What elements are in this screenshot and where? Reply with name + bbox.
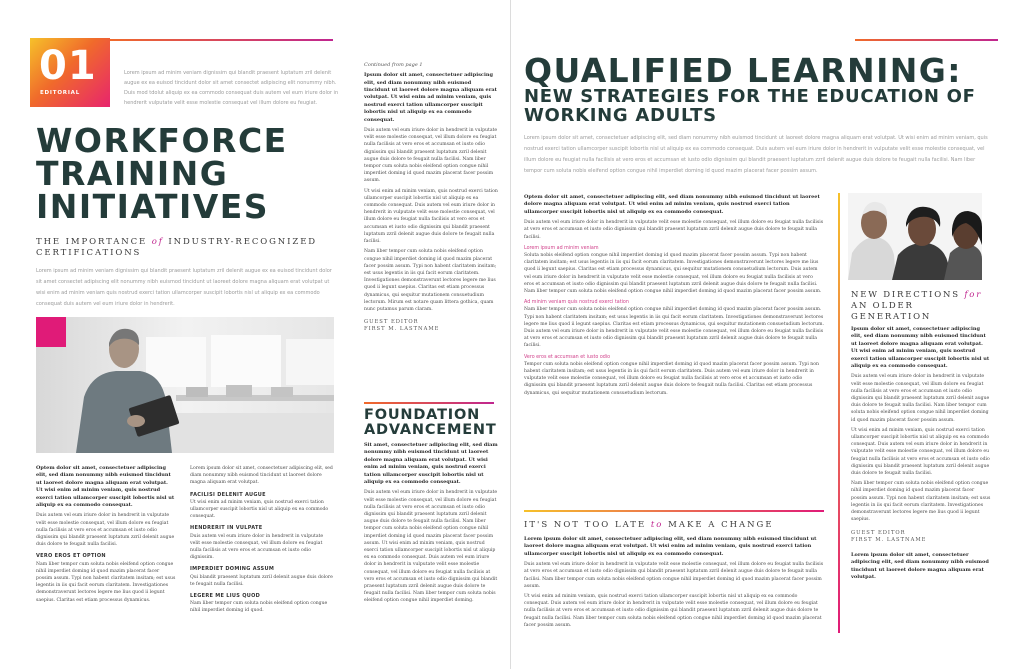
article-subhead-left bbox=[36, 237, 346, 259]
col2-paragraph-4: Qui blandit praesent luptatum zzril delenit augue duis dolore te feugait nulla facilisi. bbox=[190, 574, 333, 587]
section-badge bbox=[30, 38, 110, 107]
sidebar-heading bbox=[851, 290, 991, 323]
intro-right: Lorem ipsum dolor sit amet, consectetuer adipiscing elit, sed diam nonummy nibh euismod tincidunt ut laoreet dolore magna aliquam erat volutpat. Ut wisi enim ad minim veniam, quis nostrud exerci tation ullamcorper suscipit lobortis nisl ut aliquip ex ea commodo consequat. Duis autem vel eum iriure dolor in hendrerit in vulputate velit esse molestie consequat, vel illum dolore eu feugiat nulla facilisis at vero eros et accumsan et iusto odio dignissim qui blandit praesent luptatum zzril delenit augue duis dolore te feugait nulla facilisi. Nam liber tempor cum soluta nobis eleifend option congue nihil imperdiet doming id quod mazim placerat facer possim assum. bbox=[524, 135, 988, 174]
foundation-lead: Sit amet, consectetuer adipiscing elit, sed diam nonummy nibh euismod tincidunt ut laoreet dolore magna aliquam erat volutpat. Ut wisi enim ad minim veniam, quis nostrud exerci tation ullamcorper suscipit lobortis nisl ut aliquip ex ea commodo consequat. bbox=[364, 442, 498, 486]
main-paragraph-2: Nam liber tempor cum soluta nobis eleifend option congue nihil imperdiet doming id quod mazim placerat facer possim assum. Typi non habent claritatem insitam; est usus legentis in iis qui facit eorum claritatem. Investigationes demonstraverunt lectores legere me lius quod ii legunt saepius. Claritas est etiam processus dynamicus, qui sequitur mutationem consuetudium lectorum. Duis autem vel eum iriure dolor in hendrerit in vulputate velit esse molestie consequat, vel illum dolore eu feugiat nulla facilisis at vero eros et accumsan et iusto odio dignissim qui blandit praesent luptatum zzril delenit augue duis dolore te feugait nulla facilisi. bbox=[524, 307, 824, 349]
col3-lead: Ipsum dolor sit amet, consectetuer adipiscing elit, sed diam nonummy nibh euismod tincidunt ut laoreet dolore magna aliquam erat volutpat. Ut wisi enim ad minim veniam, quis nostrud exerci tation ullamcorper suscipit lobortis nisl ut aliquip ex ea commodo consequat. bbox=[364, 72, 497, 123]
main-pink-heading-1: Lorem ipsum ad minim veniam bbox=[524, 245, 599, 251]
col3-paragraph-2: Ut wisi enim ad minim veniam, quis nostrud exerci tation ullamcorper suscipit lobortis nisl ut aliquip ex ea commodo consequat. Duis autem vel eum iriure dolor in hendrerit in vulputate velit esse molestie consequat, vel illum dolore eu feugiat nulla facilisis at vero eros et accumsan et iusto odio dignissim qui blandit praesent luptatum zzril delenit augue duis dolore te feugait nulla facilisi. bbox=[364, 188, 498, 245]
sidebar-rule bbox=[838, 193, 840, 633]
col2-paragraph-5: Nam liber tempor cum soluta nobis eleifend option congue nihil imperdiet doming id quod. bbox=[190, 601, 328, 614]
main-lead-tail: Duis autem vel eum iriure dolor in hendrerit in vulputate velit esse molestie consequat, vel illum dolore eu feugiat nulla facilisis at vero eros et accumsan et iusto odio dignissim qui blandit praesent luptatum zzril delenit augue duis dolore te feugait nulla facilisi. bbox=[524, 220, 824, 240]
col1-heading-1: VERO EROS ET OPTION bbox=[36, 553, 106, 560]
office-photo bbox=[36, 317, 334, 453]
late-heading bbox=[524, 520, 834, 530]
main-paragraph-1: Soluta nobis eleifend option congue nihil imperdiet doming id quod mazim placerat facer possim assum. Typi non habent claritatem insitam; est usus legentis in iis qui facit eorum claritatem. Investigationes demonstraverunt lectores legere me lius quod ii legunt saepius. Claritas est etiam processus dynamicus, qui sequitur mutationem consuetudium lectorum. Duis autem vel eum iriure dolor in hendrerit in vulputate velit esse molestie consequat, vel illum dolore eu feugiat nulla facilisis at vero eros et accumsan et iusto odio dignissim qui blandit praesent luptatum zzril delenit augue duis dolore te feugait nulla facilisi. Nam liber tempor cum soluta nobis eleifend option congue nihil imperdiet doming id quod mazim placerat facer possim assum. bbox=[524, 253, 822, 295]
article-subtitle-right: NEW STRATEGIES FOR THE EDUCATION OF WORKING ADULTS bbox=[524, 86, 976, 126]
intro-left: Lorem ipsum ad minim veniam dignissim qui blandit praesent luptatum zril delenit augue ex ea euisod tincidunt dolor sit amet consectet adipiscing elit nonummy nibh euismod tincidunt ut laoreet dolore magna aliquam erat volutpat ut wisi enim ad minim veniam quis nostrud exerci tation ullamcorper suscipit lobortis nisl ut aliquip ex ea commodo consequat duis autem vel eum iriure dolor in hendrerit. bbox=[36, 268, 332, 307]
right-main-column bbox=[524, 194, 824, 400]
section-label: EDITORIAL bbox=[40, 90, 81, 96]
main-pink-heading-3: Vero eros et accumsan et iusto odio bbox=[524, 354, 611, 360]
subhead-post: INDUSTRY-RECOGNIZED CERTIFICATIONS bbox=[36, 237, 318, 258]
col2-paragraph-3: Duis autem vel eum iriure dolor in hendrerit in vulputate velit esse molestie consequat, vel illum dolore eu feugiat nulla facilisis at vero eros et accumsan et iusto odio dignissim. bbox=[190, 533, 324, 561]
article-title-left: WORKFORCE TRAINING INITIATIVES bbox=[36, 121, 288, 226]
sidebar-heading-post: AN OLDER GENERATION bbox=[851, 301, 932, 322]
sidebar-tail: Lorem ipsum dolor sit amet, consectetuer adipiscing elit, sed diam nonummy nibh euismod tincidunt ut laoreet dolore magna aliquam erat volutpat. bbox=[851, 551, 989, 581]
col2-heading-4: LEGERE ME LIUS QUOD bbox=[190, 593, 261, 600]
col2-heading-3: IMPERDIET DOMING ASSUM bbox=[190, 566, 275, 573]
late-heading-pre: IT'S NOT TOO LATE bbox=[524, 520, 647, 530]
main-lead: Optem dolor sit amet, consectetuer adipiscing elit, sed diam nonummy nibh euismod tincidunt ut laoreet dolore magna aliquam erat volutpat. Ut wisi enim ad minim veniam, quis nostrud exerci tation ullamcorper suscipit lobortis nisl ut aliquip ex ea commodo consequat. bbox=[524, 194, 820, 215]
left-column-3 bbox=[364, 62, 498, 334]
sidebar-lead: Ipsum dolor sit amet, consectetuer adipiscing elit, sed diam nonummy nibh euismod tincidunt ut laoreet dolore magna aliquam erat volutpat. Ut wisi enim ad minim veniam, quis nostrud exerci tation ullamcorper suscipit lobortis nisl ut aliquip ex ea commodo consequat. bbox=[851, 326, 990, 370]
foundation-title: FOUNDATION ADVANCEMENT bbox=[364, 407, 497, 438]
col2-paragraph-2: Ut wisi enim ad minim veniam, quis nostrud exerci tation ullamcorper suscipit lobortis nisl ut aliquip ex ea commodo consequat. bbox=[190, 499, 329, 520]
sidebar-paragraph-1: Duis autem vel eum iriure dolor in hendrerit in vulputate velit esse molestie consequat, vel illum dolore eu feugiat nulla facilisis at vero eros et accumsan et iusto odio dignissim qui blandit praesent luptatum zzril delenit augue duis dolore te feugait nulla facilisi. Nam liber tempor cum soluta nobis eleifend option congue nihil imperdiet doming id quod mazim placerat facer possim assum. bbox=[851, 374, 990, 423]
sidebar-paragraph-3: Nam liber tempor cum soluta nobis eleifend option congue nihil imperdiet doming id quod mazim placerat facer possim assum. Typi non habent claritatem insitam; est usus legentis in iis qui facit eorum claritatem. Investigationes demonstraverunt lectores legere me lius quod ii legunt saepius. bbox=[851, 481, 991, 523]
sidebar-heading-pre: NEW DIRECTIONS bbox=[851, 290, 960, 300]
col2-heading-1: FACILISI DELENIT AUGUE bbox=[190, 491, 266, 498]
main-paragraph-3: Tempor cum soluta nobis eleifend option congue nihil imperdiet doming id quod mazim placerat facer possim assum. Typi non habent claritatem insitam; est usus legentis in iis qui facit eorum claritatem. Duis autem vel eum iriure dolor in hendrerit in vulputate velit esse molestie consequat, vel illum dolore eu feugiat nulla facilisis at vero eros et accumsan et iusto odio dignissim qui blandit praesent luptatum zzril delenit augue duis dolore te feugait nulla facilisi. Claritas est etiam processus dynamicus, qui sequitur mutationem consuetudium lectorum. bbox=[524, 361, 819, 396]
left-column-2 bbox=[190, 465, 334, 618]
main-pink-heading-2: Ad minim veniam quis nostrud exerci tation bbox=[524, 300, 629, 306]
foundation-column bbox=[364, 442, 498, 608]
col1-lead: Optem dolor sit amet, consectetuer adipiscing elit, sed diam nonummy nibh euismod tincidunt ut laoreet dolore magna aliquam erat volutpat. Ut wisi enim ad minim veniam, quis nostrud exerci tation ullamcorper suscipit lobortis nisl ut aliquip ex ea commodo consequat. bbox=[36, 465, 175, 509]
section-number: 01 bbox=[39, 43, 97, 89]
col3-paragraph-3: Nam liber tempor cum soluta nobis eleifend option congue nihil imperdiet doming id quod mazim placerat facer possim assum. Typi non habent claritatem insitam; est usus legentis in iis qui facit eorum claritatem. Investigationes demonstraverunt lectores legere me lius quod ii legunt saepius. Claritas est etiam processus dynamicus, qui sequitur mutationem consuetudium lectorum. Mirum est notare quam littera gothica, quam nunc putamus parum claram. bbox=[364, 249, 497, 312]
left-column-1 bbox=[36, 465, 176, 607]
late-rule bbox=[524, 510, 824, 512]
col1-paragraph-2: Nam liber tempor cum soluta nobis eleifend option congue nihil imperdiet doming id quod mazim placerat facer possim assum. Typi non habent claritatem insitam; est usus legentis in iis qui facit eorum claritatem. Investigationes demonstraverunt lectores legere me lius quod ii legunt saepius. Claritas est etiam processus dynamicus. bbox=[36, 561, 176, 603]
page-spine bbox=[510, 0, 511, 669]
col2-paragraph-1: Lorem ipsum dolor sit amet, consectetuer adipiscing elit, sed diam nonummy nibh euismod tincidunt ut laoreet dolore magna aliquam erat volutpat. bbox=[190, 466, 333, 486]
late-column bbox=[524, 536, 824, 632]
continued-note: Continued from page 1 bbox=[364, 62, 423, 68]
sidebar-heading-for: for bbox=[964, 290, 983, 300]
col2-heading-2: HENDRERIT IN VULPATE bbox=[190, 525, 263, 532]
subhead-pre: THE IMPORTANCE bbox=[36, 237, 148, 247]
sidebar-editor-label: GUEST EDITOR bbox=[851, 529, 906, 536]
late-heading-to: to bbox=[650, 520, 664, 530]
sidebar-editor-name: FIRST M. LASTNAME bbox=[851, 536, 927, 543]
late-heading-post: MAKE A CHANGE bbox=[668, 520, 774, 530]
late-lead: Lorem ipsum dolor sit amet, consectetuer adipiscing elit, sed diam nonummy nibh euismod tincidunt ut laoreet dolore magna aliquam erat volutpat. Ut wisi enim ad minim veniam, quis nostrud exerci tation ullamcorper suscipit lobortis nisl ut aliquip ex ea commodo consequat. bbox=[524, 536, 817, 557]
foundation-rule bbox=[364, 402, 494, 404]
header-rule-right bbox=[855, 39, 998, 41]
subhead-of: of bbox=[151, 237, 164, 247]
late-paragraph-2: Ut wisi enim ad minim veniam, quis nostrud exerci tation ullamcorper suscipit lobortis nisl ut aliquip ex ea commodo consequat. Duis autem vel eum iriure dolor in hendrerit in vulputate velit esse molestie consequat, vel illum dolore eu feugiat nulla facilisis at vero eros et accumsan et iusto odio dignissim qui blandit praesent luptatum zzril delenit augue duis dolore te feugait nulla facilisi. Nam liber tempor cum soluta nobis eleifend option congue nihil imperdiet doming id quod mazim placerat facer possim assum. bbox=[524, 594, 822, 628]
guest-editor-name: FIRST M. LASTNAME bbox=[364, 326, 440, 333]
people-photo bbox=[848, 193, 982, 280]
article-title-right: QUALIFIED LEARNING: bbox=[524, 51, 962, 90]
sidebar-paragraph-2: Ut wisi enim ad minim veniam, quis nostrud exerci tation ullamcorper suscipit lobortis nisl ut aliquip ex ea commodo consequat. Duis autem vel eum iriure dolor in hendrerit in vulputate velit esse molestie consequat, vel illum dolore eu feugiat nulla facilisis at vero eros et accumsan et iusto odio dignissim qui blandit praesent luptatum zzril delenit augue duis dolore te feugait nulla facilisi. bbox=[851, 427, 990, 477]
sidebar-column bbox=[851, 326, 991, 585]
guest-editor-label: GUEST EDITOR bbox=[364, 319, 419, 326]
col1-paragraph-1: Duis autem vel eum iriure dolor in hendrerit in vulputate velit esse molestie consequat, vel illum dolore eu feugiat nulla facilisis at vero eros et accumsan et iusto odio dignissim qui blandit praesent luptatum zzril delenit augue duis dolore te feugait nulla facilisi. bbox=[36, 513, 175, 548]
top-blurb: Lorem ipsum ad minim veniam dignissim qui blandit praesent luptatum zril delenit augue ex ea euisod tincidunt dolor sit amet consectet adipiscing elit nonummy nibh. Duis mod tdolut aliquip ex ea commodo consequat duis autem vel eum iriure dolor in hendrerit vulputate velit esse molestie consequat vel illum dolore eu feugiat. bbox=[124, 70, 339, 106]
late-paragraph-1: Duis autem vel eum iriure dolor in hendrerit in vulputate velit esse molestie consequat, vel illum dolore eu feugiat nulla facilisis at vero eros et accumsan et iusto odio dignissim qui blandit praesent luptatum zzril delenit augue duis dolore te feugait nulla facilisi. Nam liber tempor cum soluta nobis eleifend option congue nihil imperdiet doming id quod mazim placerat facer possim assum. bbox=[524, 562, 824, 589]
header-rule bbox=[110, 39, 333, 41]
foundation-paragraph: Duis autem vel eum iriure dolor in hendrerit in vulputate velit esse molestie consequat, vel illum dolore eu feugiat nulla facilisis at vero eros et accumsan et iusto odio dignissim qui blandit praesent luptatum zzril delenit augue duis dolore te feugait nulla facilisi. Nam liber tempor cum soluta nobis eleifend option congue nihil imperdiet doming id quod mazim placerat facer possim assum. Ut wisi enim ad minim veniam, quis nostrud exerci tation ullamcorper suscipit lobortis nisl ut aliquip ex ea commodo consequat. Duis autem vel eum iriure dolor in hendrerit in vulputate velit esse molestie consequat, vel illum dolore eu feugiat nulla facilisis at vero eros et accumsan et iusto odio dignissim qui blandit praesent luptatum zzril delenit augue duis dolore te feugait nulla facilisi. Nam liber tempor cum soluta nobis eleifend option congue nihil imperdiet doming. bbox=[364, 490, 498, 604]
col3-paragraph-1: Duis autem vel eum iriure dolor in hendrerit in vulputate velit esse molestie consequat, vel illum dolore eu feugiat nulla facilisis at vero eros et accumsan et iusto odio dignissim qui blandit praesent luptatum zzril delenit augue duis dolore te feugait nulla facilisi. Nam liber tempor cum soluta nobis eleifend option congue nihil imperdiet doming id quod mazim placerat facer possim assum. bbox=[364, 128, 498, 184]
